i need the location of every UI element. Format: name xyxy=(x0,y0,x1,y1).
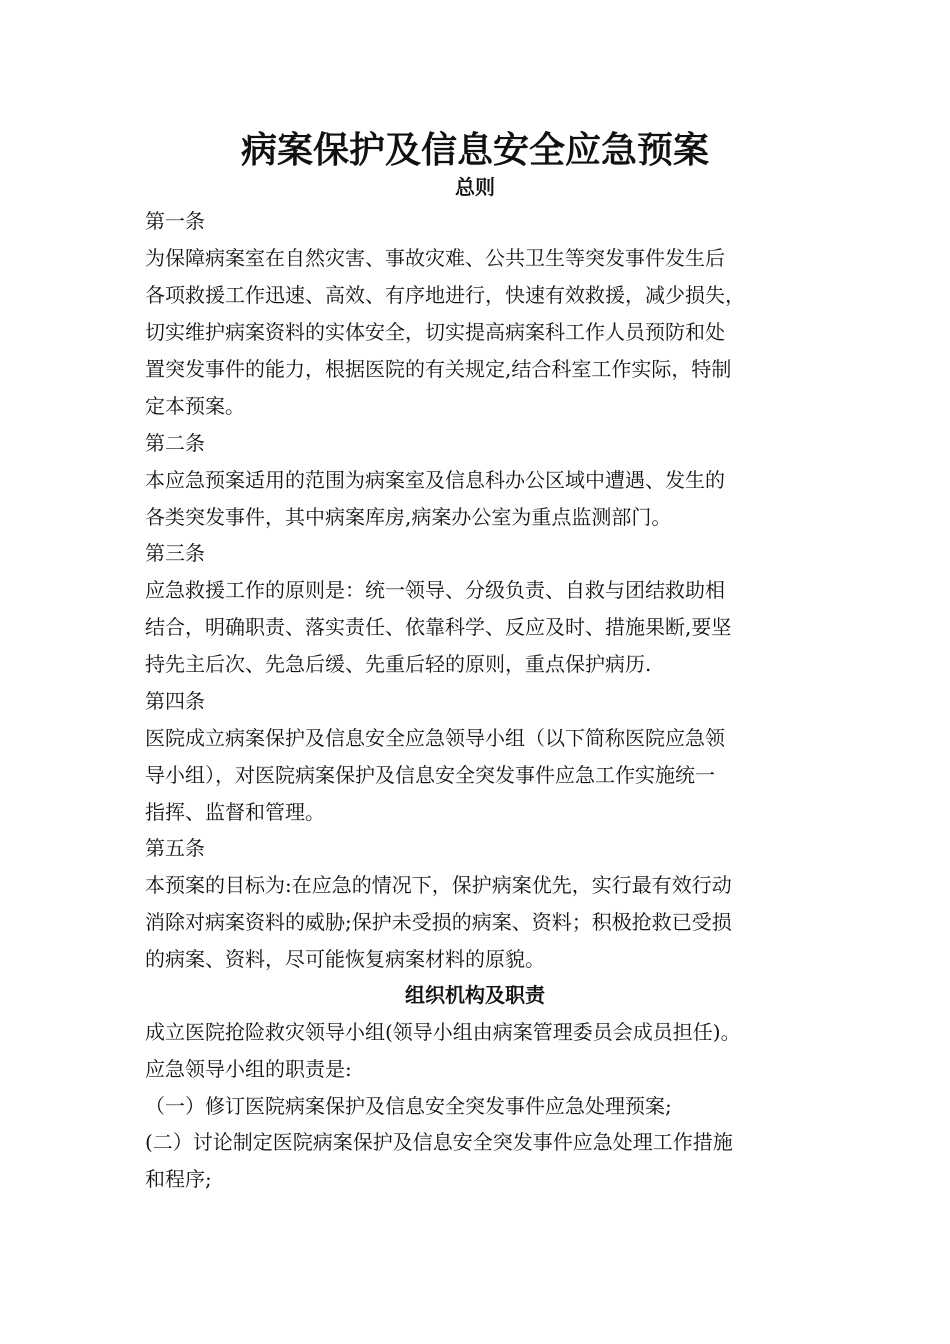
paragraph-line: 各项救援工作迅速、高效、有序地进行，快速有效救援，减少损失， xyxy=(145,283,745,307)
article-label: 第五条 xyxy=(145,836,205,860)
paragraph-line: 的病案、资料，尽可能恢复病案材料的原貌。 xyxy=(145,947,545,971)
paragraph-line: 成立医院抢险救灾领导小组(领导小组由病案管理委员会成员担任)。 xyxy=(145,1020,741,1044)
paragraph-line: 消除对病案资料的威胁;保护未受损的病案、资料；积极抢救已受损 xyxy=(145,910,732,934)
section-heading-organization: 组织机构及职责 xyxy=(405,983,545,1007)
paragraph-line: 结合，明确职责、落实责任、依靠科学、反应及时、措施果断,要坚 xyxy=(145,615,732,639)
list-item: (二）讨论制定医院病案保护及信息安全突发事件应急处理工作措施 xyxy=(145,1130,733,1154)
paragraph-line: 各类突发事件，其中病案库房,病案办公室为重点监测部门。 xyxy=(145,505,672,529)
paragraph-line: 持先主后次、先急后缓、先重后轻的原则，重点保护病历. xyxy=(145,652,652,676)
paragraph-line: 应急救援工作的原则是：统一领导、分级负责、自救与团结救助相 xyxy=(145,578,725,602)
section-heading-general: 总则 xyxy=(455,175,495,199)
article-label: 第一条 xyxy=(145,209,205,233)
paragraph-line: 医院成立病案保护及信息安全应急领导小组（以下简称医院应急领 xyxy=(145,726,725,750)
article-label: 第三条 xyxy=(145,541,205,565)
document-title: 病案保护及信息安全应急预案 xyxy=(240,130,709,171)
paragraph-line: 本预案的目标为:在应急的情况下，保护病案优先，实行最有效行动 xyxy=(145,873,732,897)
paragraph-line: 为保障病案室在自然灾害、事故灾难、公共卫生等突发事件发生后 xyxy=(145,246,725,270)
paragraph-line: 切实维护病案资料的实体安全，切实提高病案科工作人员预防和处 xyxy=(145,320,725,344)
article-label: 第四条 xyxy=(145,689,205,713)
paragraph-line: 定本预案。 xyxy=(145,394,245,418)
paragraph-line: 应急领导小组的职责是: xyxy=(145,1057,352,1081)
paragraph-line: 导小组），对医院病案保护及信息安全突发事件应急工作实施统一 xyxy=(145,763,715,787)
paragraph-line: 本应急预案适用的范围为病案室及信息科办公区域中遭遇、发生的 xyxy=(145,468,725,492)
article-label: 第二条 xyxy=(145,431,205,455)
list-item: （一）修订医院病案保护及信息安全突发事件应急处理预案; xyxy=(145,1094,672,1118)
paragraph-line: 和程序; xyxy=(145,1167,212,1191)
paragraph-line: 置突发事件的能力，根据医院的有关规定,结合科室工作实际，特制 xyxy=(145,357,732,381)
paragraph-line: 指挥、监督和管理。 xyxy=(145,800,325,824)
